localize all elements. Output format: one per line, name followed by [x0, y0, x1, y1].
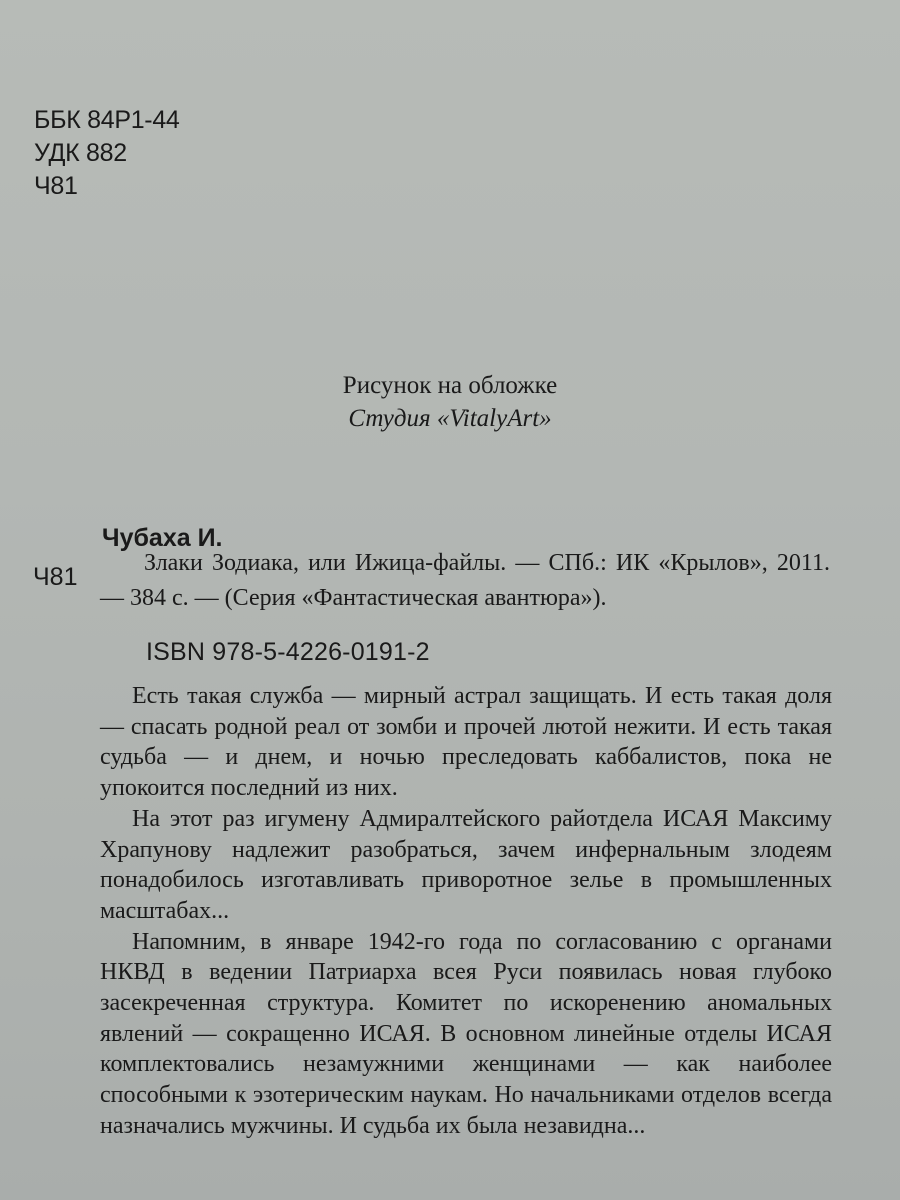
annotation [100, 681, 832, 1142]
author-mark: Ч81 [34, 172, 78, 200]
annotation-paragraph: На этот раз игумену Адмиралтейского райотдела ИСАЯ Максиму Храпунову надлежит разобраться, зачем инфернальным злодеям понадобилось изготавливать приворотное зелье в промышленных масштабах... [100, 805, 832, 924]
bbk-code: ББК 84Р1-44 [34, 106, 180, 134]
cover-credit [0, 369, 900, 435]
cover-credit-line: Рисунок на обложке [342, 372, 558, 399]
cover-credit-studio: Студия «VitalyArt» [348, 405, 552, 432]
annotation-paragraph: Есть такая служба — мирный астрал защищать. И есть такая доля — спасать родной реал от зомби и прочей лютой нежити. И есть такая судьба — и днем, и ночью преследовать каббалистов, пока не упокоится последний из них. [100, 683, 832, 802]
author-name: Чубаха И. [102, 524, 223, 552]
author-mark-side: Ч81 [33, 563, 78, 591]
annotation-paragraph: Напомним, в январе 1942-го года по согласованию с органами НКВД в ведении Патриарха всея Руси появилась новая глубоко засекреченная структура. Комитет по искоренению аномальных явлений — сокращенно ИСАЯ. В основном линейные отделы ИСАЯ комплектовались незамужними женщинами — как наиболее способными к эзотерическим наукам. Но начальниками отделов всегда назначались мужчины. И судьба их была незавидна... [100, 928, 832, 1139]
isbn: ISBN 978-5-4226-0191-2 [146, 638, 430, 666]
udk-code: УДК 882 [34, 139, 127, 167]
bibliographic-description: Злаки Зодиака, или Ижица-файлы. — СПб.: ИК «Крылов», 2011. — 384 с. — (Серия «Фантастическая авантюра»). [100, 550, 830, 611]
classification-codes [34, 104, 180, 203]
